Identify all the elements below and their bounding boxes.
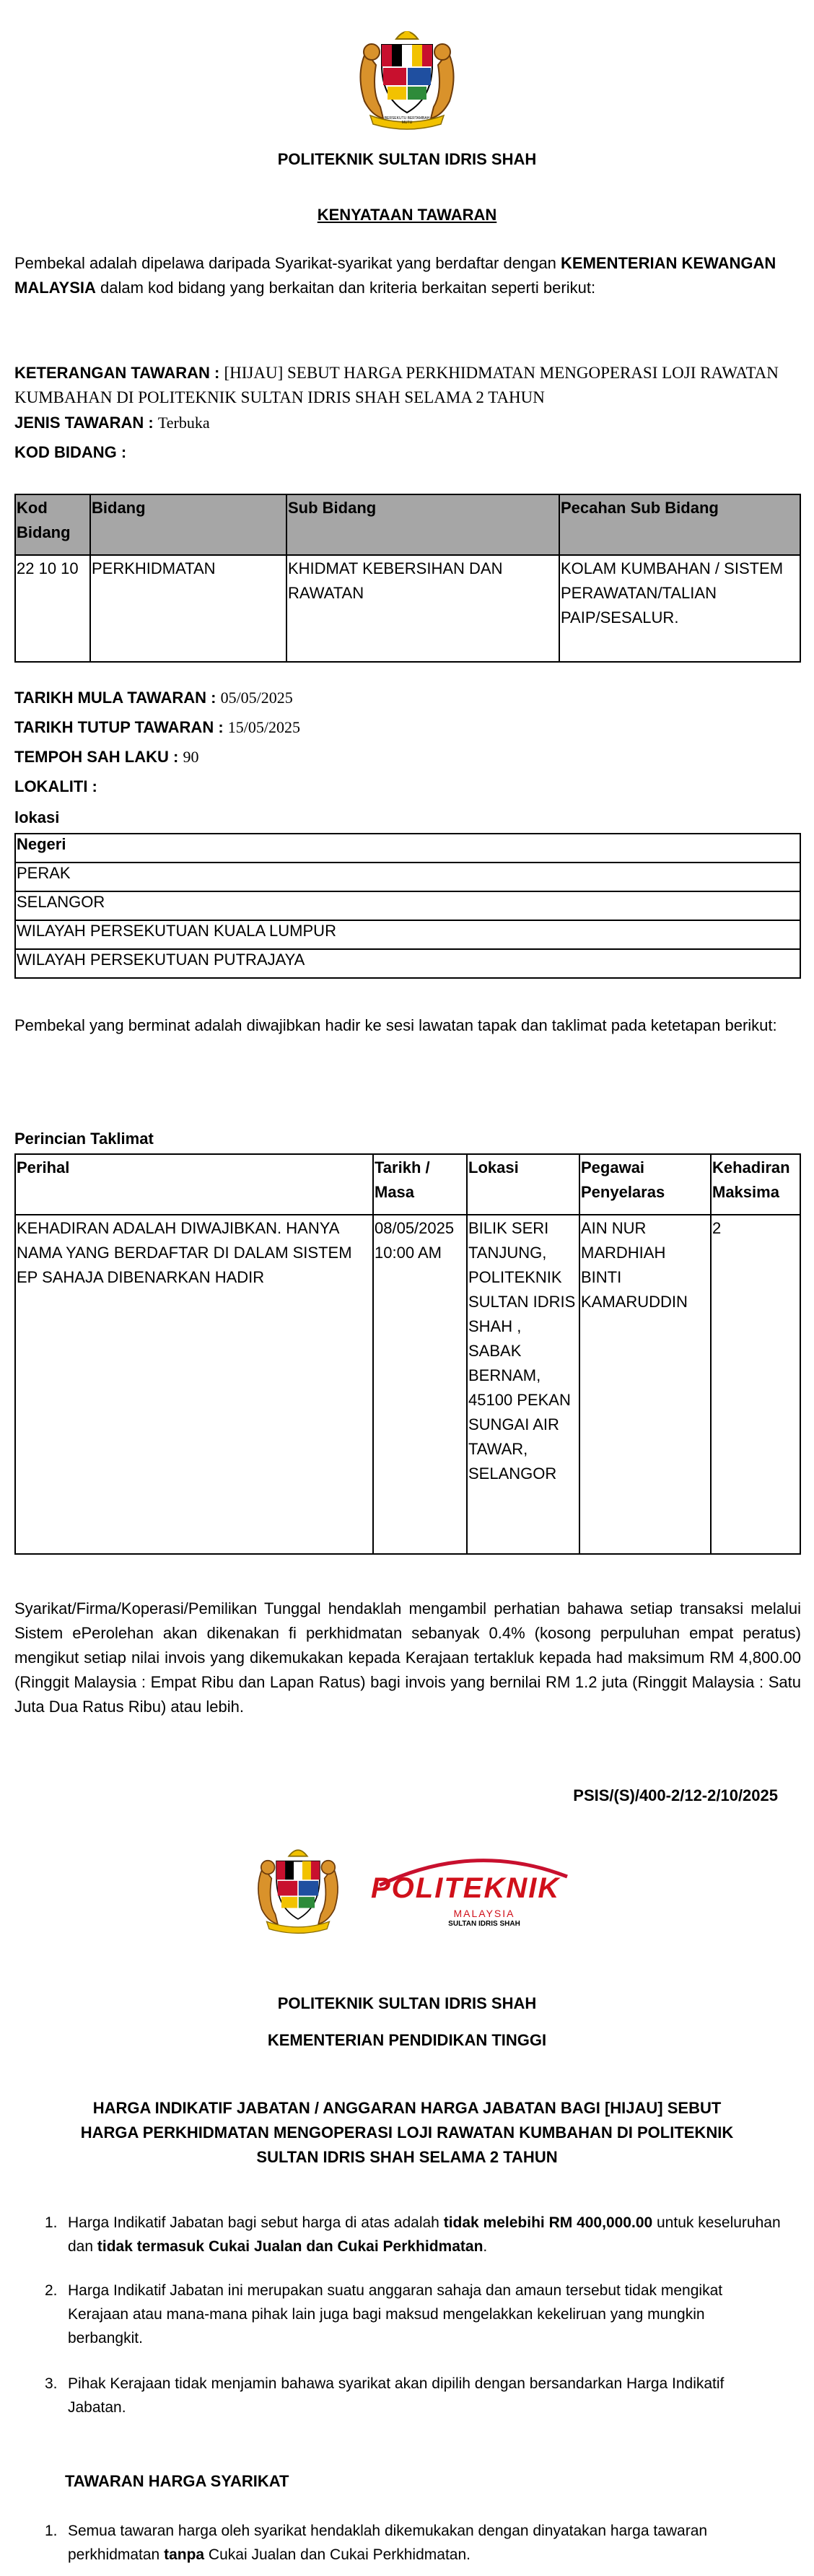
desc-value: [HIJAU] SEBUT HARGA PERKHIDMATAN MENGOPERASI LOJI RAWATAN KUMBAHAN DI POLITEKNIK SULTAN IDRIS SHAH SELAMA 2 TAHUN — [14, 364, 779, 406]
item-text: Pihak Kerajaan tidak menjamin bahawa syarikat akan dipilih dengan bersandarkan Harga Indikatif Jabatan. — [68, 2375, 725, 2416]
org-name: POLITEKNIK SULTAN IDRIS SHAH — [277, 150, 537, 168]
logo-sub: MALAYSIA — [453, 1908, 515, 1919]
briefing-table-header — [15, 1154, 800, 1215]
cell-pegawai: AIN NUR MARDHIAH BINTI KAMARUDDIN — [579, 1215, 711, 1554]
table-row — [15, 555, 800, 662]
location-table — [14, 833, 801, 979]
start-value: 05/05/2025 — [220, 689, 293, 707]
tender-type — [14, 414, 210, 432]
doc-title: KENYATAAN TAWARAN — [317, 206, 497, 224]
validity-value: 90 — [183, 748, 199, 766]
item-text: Harga Indikatif Jabatan ini merupakan suatu anggaran sahaja dan amaun tersebut tidak mengikat Kerajaan atau mana-mana pihak lain juga bagi maksud mengelakkan kekeliruan yang mungkin berbangkit. — [68, 2282, 723, 2346]
code-table-header — [15, 494, 800, 555]
page2-org-name: POLITEKNIK SULTAN IDRIS SHAH — [277, 1994, 537, 2012]
table-row: PERAK — [15, 863, 800, 891]
intro-bold-text: KEMENTERIAN KEWANGAN MALAYSIA — [14, 254, 776, 297]
item-number: 3. — [45, 2375, 58, 2392]
item-number: 1. — [45, 2523, 58, 2539]
start-date — [14, 689, 293, 707]
logo-text: POLITEKNIK — [371, 1872, 561, 1904]
th-tarikh: Tarikh / Masa — [373, 1154, 467, 1215]
list-item — [45, 2519, 781, 2567]
locality-label: LOKALITI : — [14, 777, 97, 795]
cell-kod: 22 10 10 — [15, 555, 90, 662]
briefing-table — [14, 1153, 801, 1555]
item-number: 1. — [45, 2214, 58, 2231]
type-label: JENIS TAWARAN : — [14, 414, 154, 432]
table-row: WILAYAH PERSEKUTUAN KUALA LUMPUR — [15, 920, 800, 949]
validity — [14, 748, 198, 767]
cell-tarikh: 08/05/2025 10:00 AM — [373, 1215, 467, 1554]
validity-label: TEMPOH SAH LAKU : — [14, 748, 179, 766]
th-bidang: Bidang — [90, 494, 286, 555]
cell-bidang: PERKHIDMATAN — [90, 555, 286, 662]
location-header: Negeri — [15, 834, 800, 863]
type-value: Terbuka — [157, 414, 210, 432]
table-row — [15, 1215, 800, 1554]
cell-lokasi: BILIK SERI TANJUNG, POLITEKNIK SULTAN IDRIS SHAH , SABAK BERNAM, 45100 PEKAN SUNGAI AIR TAWAR, SELANGOR — [467, 1215, 579, 1554]
th-kod: Kod Bidang — [15, 494, 90, 555]
politeknik-logo — [365, 1848, 582, 1934]
end-label: TARIKH TUTUP TAWARAN : — [14, 718, 224, 736]
th-perihal: Perihal — [15, 1154, 373, 1215]
logo-sub2: SULTAN IDRIS SHAH — [448, 1920, 520, 1928]
list-item — [45, 2211, 781, 2258]
list-item — [45, 2279, 781, 2350]
crest-motto: BERSEKUTU BERTAMBAH MUTU — [384, 116, 430, 125]
page2-title: HARGA INDIKATIF JABATAN / ANGGARAN HARGA JABATAN BAGI [HIJAU] SEBUT HARGA PERKHIDMATAN MENGOPERASI LOJI RAWATAN KUMBAHAN DI POLITEKNIK SULTAN IDRIS SHAH SELAMA 2 TAHUN — [80, 2099, 734, 2166]
item-number: 2. — [45, 2282, 58, 2299]
item-text: Semua tawaran harga oleh syarikat hendaklah dikemukakan dengan dinyatakan harga tawaran perkhidmatan — [68, 2523, 708, 2563]
intro-text-end: dalam kod bidang yang berkaitan dan kriteria berkaitan seperti berikut: — [95, 279, 596, 297]
intro-paragraph — [14, 251, 801, 300]
th-sub-bidang: Sub Bidang — [286, 494, 559, 555]
section-title: TAWARAN HARGA SYARIKAT — [65, 2472, 289, 2490]
start-label: TARIKH MULA TAWARAN : — [14, 689, 216, 707]
item-bold: tidak termasuk Cukai Jualan dan Cukai Perkhidmatan — [97, 2238, 483, 2255]
location-caption: lokasi — [14, 808, 60, 826]
cell-perihal: KEHADIRAN ADALAH DIWAJIBKAN. HANYA NAMA YANG BERDAFTAR DI DALAM SISTEM EP SAHAJA DIBENARKAN HADIR — [15, 1215, 373, 1554]
intro-text: Pembekal adalah dipelawa daripada Syarikat-syarikat yang berdaftar dengan — [14, 254, 561, 272]
th-kehadiran: Kehadiran Maksima — [711, 1154, 800, 1215]
item-bold: tidak melebihi RM 400,000.00 — [443, 2214, 653, 2231]
item-text: untuk keseluruhan dan — [68, 2214, 781, 2255]
code-label: KOD BIDANG : — [14, 443, 127, 461]
list-item — [45, 2372, 781, 2419]
coat-of-arms-icon — [351, 23, 463, 131]
fee-note: Syarikat/Firma/Koperasi/Pemilikan Tunggal hendaklah mengambil perhatian bahawa setiap transaksi melalui Sistem ePerolehan akan dikenakan fi perkhidmatan sebanyak 0.4% (kosong perpuluhan empat peratus) mengikut setiap nilai invois yang dikemukakan kepada Kerajaan tertakluk kepada had maksimum RM 4,800.00 (Ringgit Malaysia : Empat Ribu dan Lapan Ratus) bagi invois yang bernilai RM 1.2 juta (Ringgit Malaysia : Satu Juta Dua Ratus Ribu) atau lebih. — [14, 1599, 801, 1716]
page2-ministry: KEMENTERIAN PENDIDIKAN TINGGI — [267, 2031, 547, 2049]
code-table — [14, 494, 801, 663]
coat-of-arms-icon — [240, 1843, 356, 1935]
desc-label: KETERANGAN TAWARAN : — [14, 364, 220, 382]
item-bold: tanpa — [164, 2546, 205, 2563]
cell-pecahan: KOLAM KUMBAHAN / SISTEM PERAWATAN/TALIAN PAIP/SESALUR. — [559, 555, 800, 662]
end-value: 15/05/2025 — [227, 718, 301, 736]
table-row: SELANGOR — [15, 891, 800, 920]
end-date — [14, 718, 300, 737]
item-text: Cukai Jualan dan Cukai Perkhidmatan. — [204, 2546, 471, 2563]
th-lokasi: Lokasi — [467, 1154, 579, 1215]
table-row: WILAYAH PERSEKUTUAN PUTRAJAYA — [15, 949, 800, 978]
briefing-note: Pembekal yang berminat adalah diwajibkan hadir ke sesi lawatan tapak dan taklimat pada ketetapan berikut: — [14, 1016, 777, 1034]
th-pecahan: Pecahan Sub Bidang — [559, 494, 800, 555]
cell-sub-bidang: KHIDMAT KEBERSIHAN DAN RAWATAN — [286, 555, 559, 662]
briefing-caption: Perincian Taklimat — [14, 1130, 154, 1148]
tender-description — [14, 361, 808, 410]
item-text: . — [483, 2238, 488, 2255]
cell-kehadiran: 2 — [711, 1215, 800, 1554]
item-text: Harga Indikatif Jabatan bagi sebut harga di atas adalah — [68, 2214, 444, 2231]
th-pegawai: Pegawai Penyelaras — [579, 1154, 711, 1215]
reference-number: PSIS/(S)/400-2/12-2/10/2025 — [573, 1786, 778, 1804]
